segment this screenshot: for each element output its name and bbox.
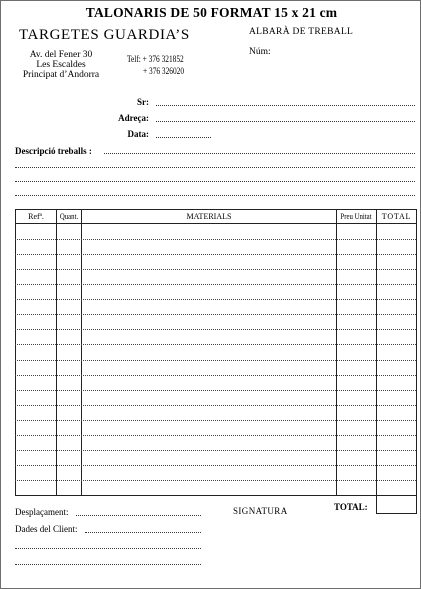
table-row-line	[15, 314, 416, 315]
total-box-left	[376, 495, 377, 514]
displacement-field[interactable]	[76, 515, 201, 516]
client-data-line-2[interactable]	[15, 548, 201, 549]
total-box-right	[416, 495, 417, 514]
signature-label: SIGNATURA	[233, 506, 288, 516]
table-row-line	[15, 254, 416, 255]
phone-line-2: + 376 326020	[143, 66, 185, 76]
delivery-note-title: ALBARÀ DE TREBALL	[249, 27, 354, 37]
work-description-line-3[interactable]	[15, 181, 415, 182]
table-row-line	[15, 375, 416, 376]
table-row-line	[15, 420, 416, 421]
table-row-line	[15, 329, 416, 330]
table-row-line	[15, 405, 416, 406]
address-line-2: Les Escaldes	[36, 60, 86, 70]
sr-label: Sr:	[137, 97, 149, 107]
client-data-line-1[interactable]	[85, 532, 201, 533]
table-col-divider-3	[336, 209, 337, 496]
work-description-label: Descripció treballs :	[15, 146, 92, 156]
total-box-bottom[interactable]	[376, 513, 417, 514]
phone-line-1: Telf: + 376 321852	[127, 54, 184, 64]
total-label: TOTAL:	[334, 502, 368, 512]
table-row-line	[15, 360, 416, 361]
column-header-total: TOTAL	[381, 212, 412, 221]
table-row-line	[15, 435, 416, 436]
table-row-line	[15, 299, 416, 300]
table-row-line	[15, 465, 416, 466]
table-col-divider-1	[56, 209, 57, 496]
column-header-ref: Refª.	[28, 212, 44, 221]
table-top-border	[15, 209, 417, 210]
table-left-border	[15, 209, 16, 496]
company-name: TARGETES GUARDIA’S	[19, 27, 190, 43]
table-row-line	[15, 390, 416, 391]
table-bottom-border	[15, 495, 417, 496]
column-header-quantity: Quant.	[59, 212, 79, 221]
column-header-materials: MATERIALS	[186, 212, 232, 221]
table-row-line	[15, 269, 416, 270]
client-data-label: Dades del Client:	[15, 524, 78, 534]
column-header-unit-price: Preu Unitat	[340, 212, 372, 221]
sr-field[interactable]	[156, 105, 415, 106]
table-row-line	[15, 344, 416, 345]
date-label: Data:	[127, 129, 149, 139]
address-label: Adreça:	[118, 113, 149, 123]
form-title: TALONARIS DE 50 FORMAT 15 x 21 cm	[85, 5, 338, 20]
table-col-divider-4	[376, 209, 377, 496]
table-row-line	[15, 480, 416, 481]
table-header-border	[15, 223, 417, 224]
client-data-line-3[interactable]	[15, 564, 201, 565]
table-row-line	[15, 284, 416, 285]
address-field[interactable]	[156, 121, 415, 122]
work-description-line-4[interactable]	[15, 195, 415, 196]
address-line-3: Principat d’Andorra	[22, 70, 100, 80]
table-row-line	[15, 239, 416, 240]
table-right-border	[416, 209, 417, 496]
date-field[interactable]	[156, 137, 211, 138]
table-row-line	[15, 450, 416, 451]
work-description-line-2[interactable]	[15, 167, 415, 168]
displacement-label: Desplaçament:	[15, 507, 69, 517]
table-col-divider-2	[81, 209, 82, 496]
work-description-line-1[interactable]	[104, 153, 415, 154]
number-label: Núm:	[249, 47, 271, 57]
address-line-1: Av. del Fener 30	[29, 50, 93, 60]
